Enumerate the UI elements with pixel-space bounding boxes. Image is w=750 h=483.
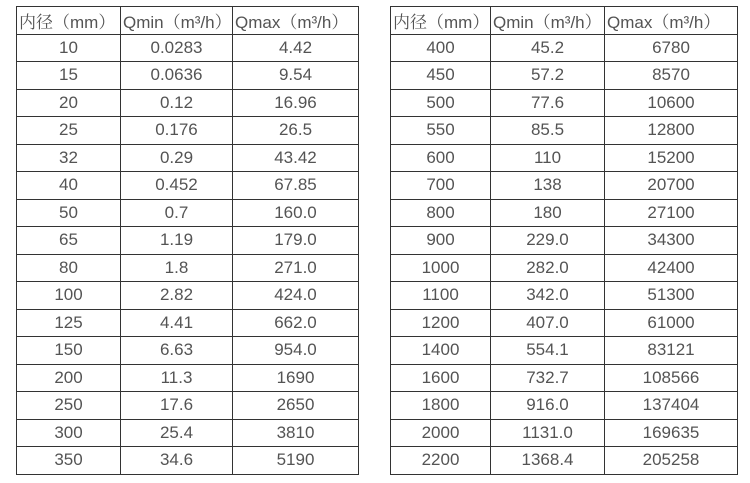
- table-cell: 11.3: [121, 364, 233, 392]
- table-row: [391, 227, 738, 255]
- table-cell: 1800: [391, 392, 491, 420]
- table-cell: 15200: [605, 144, 738, 172]
- table-cell: 0.12: [121, 89, 233, 117]
- table-cell: 4.41: [121, 309, 233, 337]
- table-cell: 65: [17, 227, 121, 255]
- table-header-row: [17, 7, 359, 35]
- table-cell: 271.0: [233, 254, 359, 282]
- table-cell: 250: [17, 392, 121, 420]
- table-cell: 1.19: [121, 227, 233, 255]
- table-cell: 108566: [605, 364, 738, 392]
- table-cell: 10: [17, 34, 121, 62]
- table-row: [391, 144, 738, 172]
- table-cell: 407.0: [491, 309, 605, 337]
- table-cell: 45.2: [491, 34, 605, 62]
- table-cell: 180: [491, 199, 605, 227]
- table-row: [17, 117, 359, 145]
- table-cell: 2.82: [121, 282, 233, 310]
- table-cell: 1690: [233, 364, 359, 392]
- table-cell: 0.7: [121, 199, 233, 227]
- table-cell: 1600: [391, 364, 491, 392]
- table-cell: 80: [17, 254, 121, 282]
- table-cell: 25.4: [121, 419, 233, 447]
- table-row: [391, 419, 738, 447]
- table-cell: 51300: [605, 282, 738, 310]
- table-row: [391, 62, 738, 90]
- table-row: [17, 144, 359, 172]
- table-cell: 554.1: [491, 337, 605, 365]
- table-cell: 179.0: [233, 227, 359, 255]
- table-cell: 200: [17, 364, 121, 392]
- table-row: [17, 337, 359, 365]
- table-row: [17, 364, 359, 392]
- table-cell: 20700: [605, 172, 738, 200]
- table-cell: 160.0: [233, 199, 359, 227]
- table-row: [391, 89, 738, 117]
- table-cell: 1100: [391, 282, 491, 310]
- table-row: [391, 447, 738, 475]
- table-header-row: [391, 7, 738, 35]
- table-cell: 2650: [233, 392, 359, 420]
- table-cell: 34300: [605, 227, 738, 255]
- table-cell: 77.6: [491, 89, 605, 117]
- table-cell: 600: [391, 144, 491, 172]
- table-cell: 1200: [391, 309, 491, 337]
- table-cell: 0.452: [121, 172, 233, 200]
- table-cell: 57.2: [491, 62, 605, 90]
- table-row: [17, 227, 359, 255]
- table-row: [17, 254, 359, 282]
- table-cell: 67.85: [233, 172, 359, 200]
- table-cell: 700: [391, 172, 491, 200]
- table-cell: 6.63: [121, 337, 233, 365]
- table-row: [391, 392, 738, 420]
- table-cell: 800: [391, 199, 491, 227]
- table-row: [391, 337, 738, 365]
- table-cell: 16.96: [233, 89, 359, 117]
- table-cell: 900: [391, 227, 491, 255]
- table-row: [17, 392, 359, 420]
- table-cell: 9.54: [233, 62, 359, 90]
- table-cell: 10600: [605, 89, 738, 117]
- table-cell: 450: [391, 62, 491, 90]
- table-cell: 32: [17, 144, 121, 172]
- table-cell: 110: [491, 144, 605, 172]
- table-cell: 662.0: [233, 309, 359, 337]
- table-cell: 400: [391, 34, 491, 62]
- table-cell: 26.5: [233, 117, 359, 145]
- table-cell: 6780: [605, 34, 738, 62]
- table-cell: 20: [17, 89, 121, 117]
- table-cell: 1131.0: [491, 419, 605, 447]
- flow-range-table-small-diameters: [16, 6, 359, 475]
- table-row: [391, 364, 738, 392]
- table-cell: 100: [17, 282, 121, 310]
- table-cell: 1000: [391, 254, 491, 282]
- table-cell: 282.0: [491, 254, 605, 282]
- table-row: [391, 309, 738, 337]
- table-cell: 5190: [233, 447, 359, 475]
- table-cell: 85.5: [491, 117, 605, 145]
- table-row: [391, 117, 738, 145]
- table-cell: 125: [17, 309, 121, 337]
- table-cell: 0.0283: [121, 34, 233, 62]
- table-cell: 40: [17, 172, 121, 200]
- table-cell: 42400: [605, 254, 738, 282]
- table-cell: 8570: [605, 62, 738, 90]
- table-cell: 169635: [605, 419, 738, 447]
- table-cell: 916.0: [491, 392, 605, 420]
- table-row: [17, 34, 359, 62]
- table-cell: 50: [17, 199, 121, 227]
- table-cell: 1.8: [121, 254, 233, 282]
- table-cell: 43.42: [233, 144, 359, 172]
- table-cell: 550: [391, 117, 491, 145]
- table-cell: 12800: [605, 117, 738, 145]
- table-cell: 229.0: [491, 227, 605, 255]
- table-cell: 205258: [605, 447, 738, 475]
- table-cell: 137404: [605, 392, 738, 420]
- table-cell: 500: [391, 89, 491, 117]
- column-header: Qmax（m³/h）: [605, 7, 738, 35]
- table-cell: 0.0636: [121, 62, 233, 90]
- table-cell: 27100: [605, 199, 738, 227]
- table-row: [391, 254, 738, 282]
- table-cell: 15: [17, 62, 121, 90]
- table-cell: 138: [491, 172, 605, 200]
- table-cell: 34.6: [121, 447, 233, 475]
- table-cell: 424.0: [233, 282, 359, 310]
- column-header: 内径（mm）: [17, 7, 121, 35]
- table-row: [391, 34, 738, 62]
- column-header: Qmin（m³/h）: [121, 7, 233, 35]
- table-cell: 300: [17, 419, 121, 447]
- table-row: [17, 62, 359, 90]
- table-row: [17, 199, 359, 227]
- table-cell: 2000: [391, 419, 491, 447]
- table-row: [17, 89, 359, 117]
- table-cell: 150: [17, 337, 121, 365]
- table-cell: 732.7: [491, 364, 605, 392]
- table-row: [391, 199, 738, 227]
- flow-range-table-large-diameters: [390, 6, 738, 475]
- table-cell: 2200: [391, 447, 491, 475]
- table-cell: 25: [17, 117, 121, 145]
- table-row: [391, 282, 738, 310]
- table-cell: 17.6: [121, 392, 233, 420]
- table-cell: 0.176: [121, 117, 233, 145]
- table-row: [17, 309, 359, 337]
- table-row: [17, 282, 359, 310]
- table-row: [17, 172, 359, 200]
- column-header: Qmin（m³/h）: [491, 7, 605, 35]
- table-cell: 342.0: [491, 282, 605, 310]
- table-row: [391, 172, 738, 200]
- table-cell: 1368.4: [491, 447, 605, 475]
- table-cell: 350: [17, 447, 121, 475]
- table-row: [17, 447, 359, 475]
- table-cell: 3810: [233, 419, 359, 447]
- column-header: 内径（mm）: [391, 7, 491, 35]
- table-row: [17, 419, 359, 447]
- table-cell: 1400: [391, 337, 491, 365]
- column-header: Qmax（m³/h）: [233, 7, 359, 35]
- table-cell: 0.29: [121, 144, 233, 172]
- table-cell: 954.0: [233, 337, 359, 365]
- table-cell: 61000: [605, 309, 738, 337]
- table-cell: 4.42: [233, 34, 359, 62]
- table-cell: 83121: [605, 337, 738, 365]
